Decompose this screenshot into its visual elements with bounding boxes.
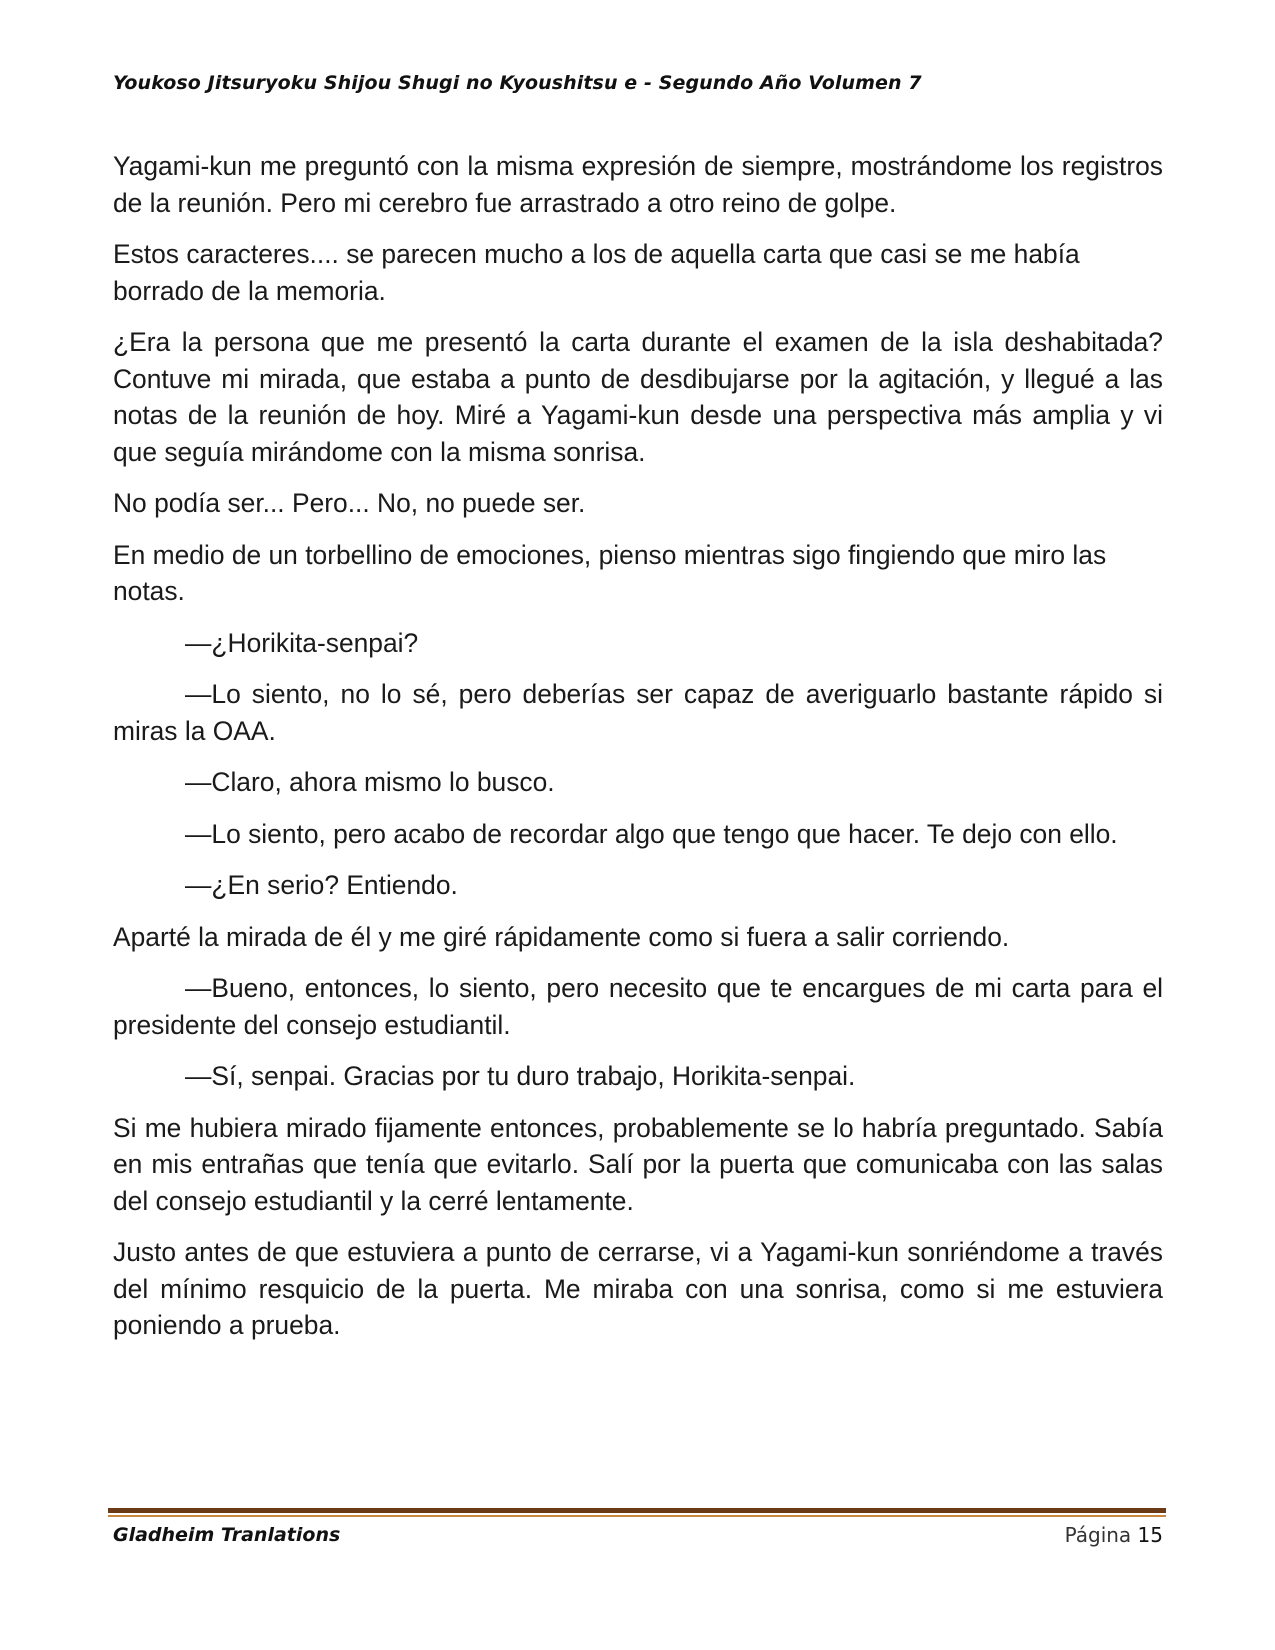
paragraph: Justo antes de que estuviera a punto de cerrarse, vi a Yagami-kun sonriéndome a través del mínimo resquicio de la puerta. Me miraba con una sonrisa, como si me estuviera poniendo a prueba. bbox=[113, 1237, 1163, 1340]
paragraph: Aparté la mirada de él y me giré rápidamente como si fuera a salir corriendo. bbox=[113, 921, 1010, 952]
dialogue-line: —Bueno, entonces, lo siento, pero necesito que te encargues de mi carta para el presidente del consejo estudiantil. bbox=[113, 973, 1163, 1040]
paragraph: Estos caracteres.... se parecen mucho a los de aquella carta que casi se me había borrado de la memoria. bbox=[113, 239, 1080, 306]
paragraph: No podía ser... Pero... No, no puede ser. bbox=[113, 488, 586, 518]
paragraph: Yagami-kun me preguntó con la misma expresión de siempre, mostrándome los registros de la reunión. Pero mi cerebro fue arrastrado a otro reino de golpe. bbox=[113, 151, 1163, 218]
paragraph: Si me hubiera mirado fijamente entonces, probablemente se lo habría preguntado. Sabía en mis entrañas que tenía que evitarlo. Salí por la puerta que comunicaba con las salas del consejo estudiantil y la cerré lentamente. bbox=[113, 1112, 1163, 1216]
body-text bbox=[113, 148, 1163, 1359]
page-label: Página bbox=[1064, 1523, 1132, 1547]
paragraph: ¿Era la persona que me presentó la carta durante el examen de la isla deshabitada? Contuve mi mirada, que estaba a punto de desdibujarse por la agitación, y llegué a las notas de la reunión de hoy. Miré a Yagami-kun desde una perspectiva más amplia y vi que seguía mirándome con la misma sonrisa. bbox=[113, 327, 1163, 467]
header-title: Youkoso Jitsuryoku Shijou Shugi no Kyoushitsu e - Segundo Año Volumen 7 bbox=[113, 72, 922, 94]
page-number-value: 15 bbox=[1137, 1523, 1163, 1547]
dialogue-line: —Lo siento, pero acabo de recordar algo que tengo que hacer. Te dejo con ello. bbox=[185, 818, 1118, 849]
dialogue-line: —¿En serio? Entiendo. bbox=[185, 870, 458, 900]
dialogue-line: —Sí, senpai. Gracias por tu duro trabajo, Horikita-senpai. bbox=[185, 1061, 856, 1091]
paragraph: En medio de un torbellino de emociones, pienso mientras sigo fingiendo que miro las notas. bbox=[113, 539, 1107, 606]
footer-credit: Gladheim Tranlations bbox=[113, 1524, 341, 1546]
page-number bbox=[1065, 1523, 1163, 1547]
dialogue-line: —Lo siento, no lo sé, pero deberías ser capaz de averiguarlo bastante rápido si miras la OAA. bbox=[113, 679, 1163, 746]
dialogue-line: —¿Horikita-senpai? bbox=[185, 627, 419, 658]
footer-divider-thin bbox=[108, 1515, 1166, 1517]
dialogue-line: —Claro, ahora mismo lo busco. bbox=[185, 767, 555, 797]
